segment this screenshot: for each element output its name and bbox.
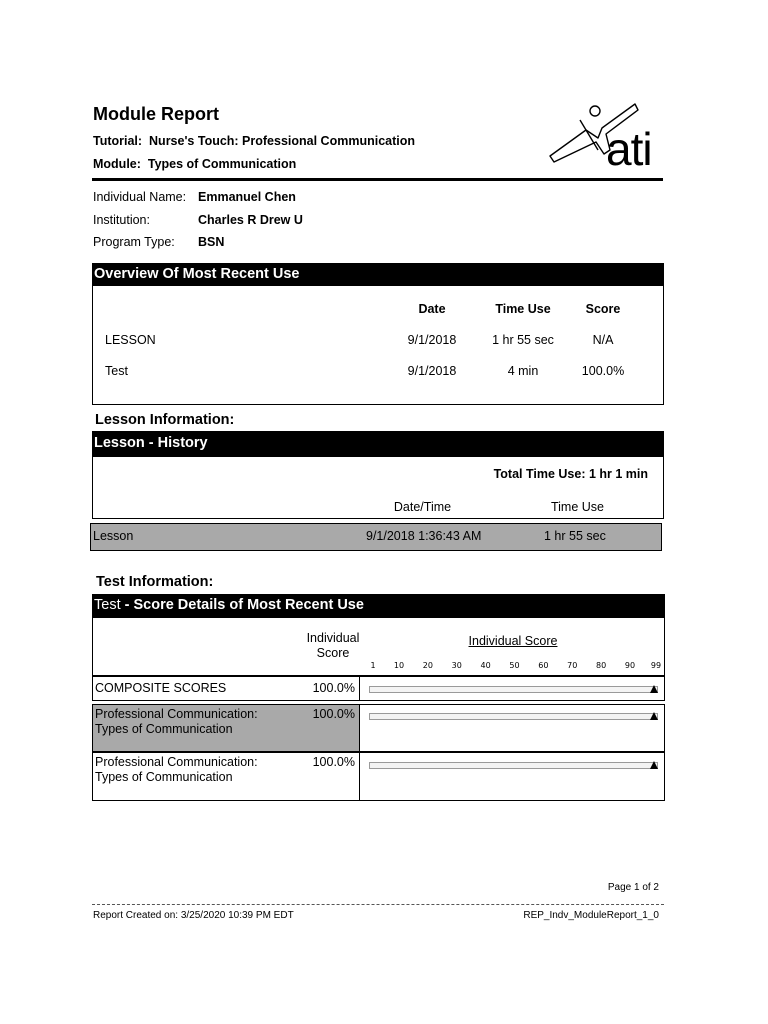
institution-label: Institution: — [93, 213, 150, 227]
overview-row-score: 100.0% — [581, 364, 625, 378]
test-col-score: Score — [316, 646, 350, 660]
overview-row-time: 1 hr 55 sec — [492, 333, 554, 347]
test-row-score: 100.0% — [312, 707, 355, 721]
individual-name-value: Emmanuel Chen — [198, 190, 296, 204]
overview-heading: Overview Of Most Recent Use — [92, 263, 664, 286]
score-track — [369, 686, 658, 693]
overview-row-date: 9/1/2018 — [407, 364, 457, 378]
lesson-history-heading: Lesson - History — [92, 431, 664, 457]
page-title: Module Report — [93, 104, 219, 124]
lesson-col-datetime: Date/Time — [393, 500, 452, 514]
column-divider — [359, 705, 360, 751]
test-heading-prefix: Test — [94, 597, 121, 613]
test-row-topic — [92, 704, 665, 752]
overview-row-time: 4 min — [507, 364, 539, 378]
scale-tick-label: 1 — [370, 661, 376, 670]
test-row-name: COMPOSITE SCORES — [95, 681, 227, 695]
overview-col-score: Score — [585, 302, 621, 316]
test-row-score: 100.0% — [312, 681, 355, 695]
footer-divider — [92, 904, 664, 905]
scale-tick-label: 40 — [480, 661, 491, 670]
test-col-individual-score — [296, 631, 370, 661]
lesson-row-name: Lesson — [93, 529, 134, 543]
scale-tick-label: 99 — [650, 661, 662, 670]
overview-col-date: Date — [418, 302, 446, 316]
overview-row-date: 9/1/2018 — [407, 333, 457, 347]
report-id: REP_Indv_ModuleReport_1_0 — [523, 910, 659, 921]
scale-tick-label: 50 — [509, 661, 520, 670]
scale-tick-label: 20 — [422, 661, 433, 670]
test-score-heading — [92, 594, 665, 618]
module-line — [93, 157, 296, 171]
lesson-col-time: Time Use — [550, 500, 604, 514]
test-row-score: 100.0% — [312, 755, 355, 769]
score-marker-icon — [650, 685, 658, 693]
lesson-history-row — [90, 523, 662, 551]
test-row-name: Professional Communication: Types of Communication — [95, 707, 258, 736]
report-created: Report Created on: 3/25/2020 10:39 PM EDT — [93, 910, 294, 921]
module-label: Module: — [93, 157, 141, 171]
lesson-section-title: Lesson Information: — [95, 412, 235, 428]
page-number: Page 1 of 2 — [607, 882, 659, 893]
scale-tick-label: 10 — [393, 661, 405, 670]
overview-row-score: N/A — [592, 333, 614, 347]
score-marker-icon — [650, 712, 658, 720]
score-marker-icon — [650, 761, 658, 769]
scale-tick-label: 30 — [451, 661, 462, 670]
scale-tick-label: 80 — [596, 661, 607, 670]
tutorial-line — [93, 134, 415, 148]
test-heading-rest: - Score Details of Most Recent Use — [120, 597, 364, 613]
ati-logo-text: ati — [606, 123, 652, 175]
institution-value: Charles R Drew U — [198, 213, 303, 227]
program-type-label: Program Type: — [93, 235, 175, 249]
lesson-row-datetime: 9/1/2018 1:36:43 AM — [366, 529, 482, 543]
scale-tick-label: 70 — [567, 661, 578, 670]
tutorial-value: Nurse's Touch: Professional Communication — [149, 134, 416, 148]
module-value: Types of Communication — [147, 157, 297, 171]
overview-col-time: Time Use — [495, 302, 551, 316]
header-divider — [92, 178, 663, 181]
score-track — [369, 762, 658, 769]
overview-row-name: LESSON — [105, 333, 156, 347]
test-col-individual-score-scale: Individual Score — [468, 634, 558, 648]
column-divider — [359, 677, 360, 700]
individual-name-label: Individual Name: — [93, 190, 187, 204]
scale-tick-label: 60 — [538, 661, 549, 670]
test-section-title: Test Information: — [96, 574, 214, 590]
lesson-row-time: 1 hr 55 sec — [544, 529, 606, 543]
test-row-name: Professional Communication: Types of Communication — [95, 755, 258, 784]
overview-row-name: Test — [105, 364, 128, 378]
scale-tick-label: 90 — [624, 661, 636, 670]
test-col-individual: Individual — [306, 631, 360, 645]
program-type-value: BSN — [198, 235, 225, 249]
score-track — [369, 713, 658, 720]
test-row-topic — [92, 752, 665, 801]
ati-logo — [540, 98, 665, 178]
column-divider — [359, 753, 360, 800]
tutorial-label: Tutorial: — [93, 134, 143, 148]
lesson-total-time: Total Time Use: 1 hr 1 min — [493, 467, 648, 481]
